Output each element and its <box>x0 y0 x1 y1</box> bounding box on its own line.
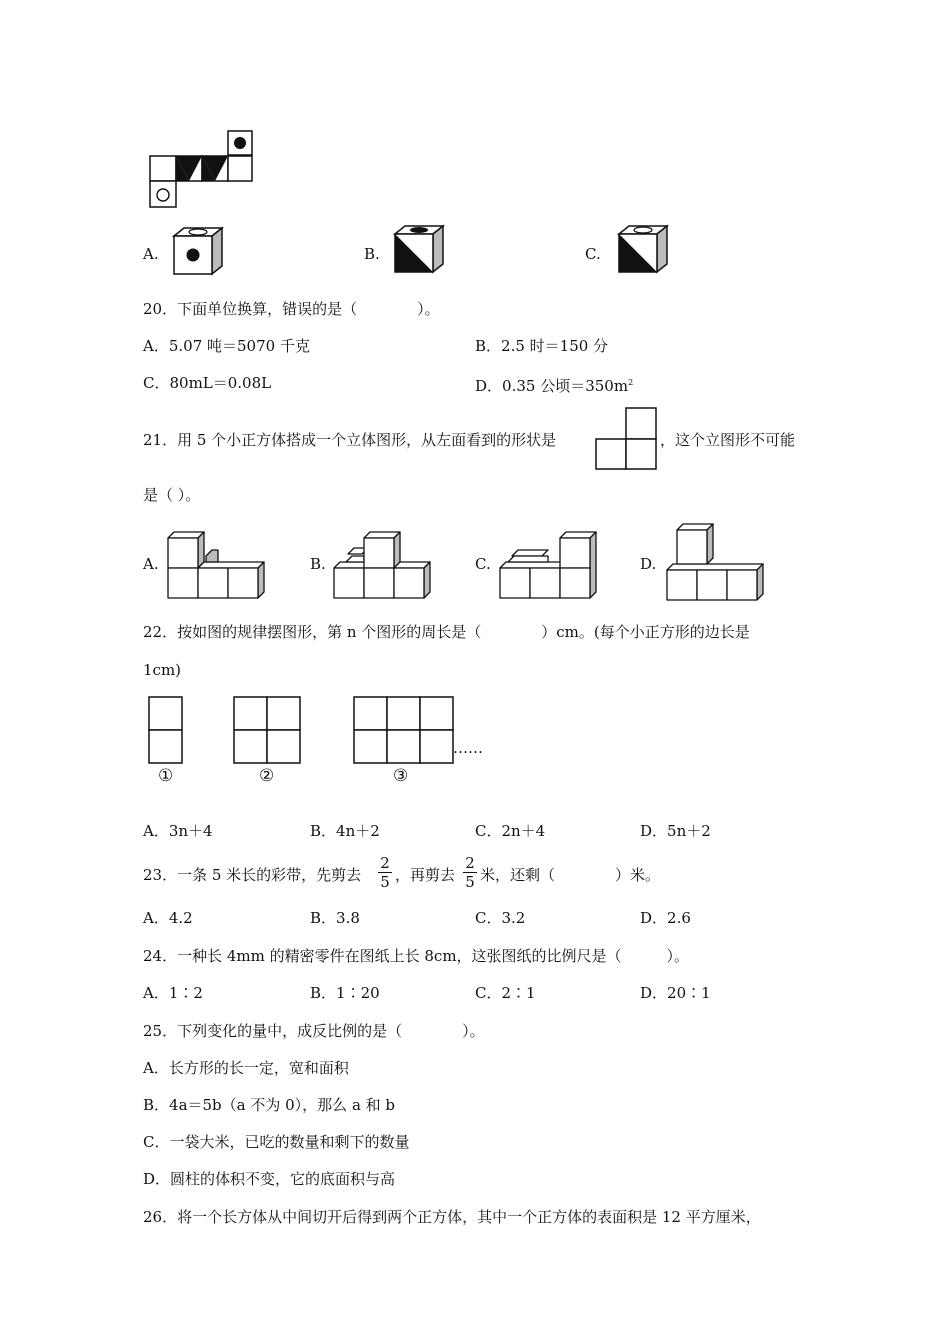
q21-option-d[interactable]: D. <box>640 555 657 573</box>
q24-option-a[interactable]: A．1∶2 <box>143 984 203 1002</box>
q23-option-c[interactable]: C．3.2 <box>475 909 526 927</box>
q23-fraction-2 <box>463 855 477 890</box>
q20-stem: 20．下面单位换算，错误的是（ ）。 <box>143 300 440 318</box>
q25-option-d[interactable]: D．圆柱的体积不变，它的底面积与高 <box>143 1170 396 1188</box>
q21-option-c[interactable]: C. <box>475 555 491 573</box>
q20-option-d-text: D．0.35 公顷＝350m <box>475 377 629 395</box>
solid-option-b[interactable] <box>332 526 436 600</box>
q24-option-d[interactable]: D．20∶1 <box>640 984 711 1002</box>
pattern-figure-3 <box>353 696 457 766</box>
q23-stem-part1: 23．一条 5 米长的彩带，先剪去 <box>143 866 362 884</box>
solid-option-c[interactable] <box>498 526 602 600</box>
q21-option-a[interactable]: A. <box>143 555 159 573</box>
q25-option-a[interactable]: A．长方形的长一定，宽和面积 <box>143 1059 349 1077</box>
q21-stem-continued: ，这个立图形不可能 <box>660 431 796 449</box>
q22-stem: 22．按如图的规律摆图形，第 n 个图形的周长是（ ）cm。(每个小正方形的边长是 <box>143 623 750 641</box>
solid-option-d[interactable] <box>665 522 769 602</box>
pattern-label-3: ③ <box>393 766 409 786</box>
q21-option-b[interactable]: B. <box>310 555 326 573</box>
q22-option-d[interactable]: D．5n＋2 <box>640 822 711 840</box>
pattern-ellipsis: …… <box>453 739 483 757</box>
q20-option-d-exponent: 2 <box>628 378 634 387</box>
q23-stem-part3: 米，还剩（ ）米。 <box>480 866 661 884</box>
q23-fraction-1-denominator: 5 <box>380 873 390 891</box>
q19-option-a[interactable]: A. <box>143 245 159 263</box>
q19-option-c[interactable]: C. <box>585 245 601 263</box>
q22-option-c[interactable]: C．2n＋4 <box>475 822 546 840</box>
q22-option-a[interactable]: A．3n＋4 <box>143 822 213 840</box>
left-view-figure <box>594 406 660 472</box>
q23-fraction-2-numerator: 2 <box>465 854 475 872</box>
cube-option-b[interactable] <box>393 224 448 276</box>
q19-option-b[interactable]: B. <box>364 245 380 263</box>
q20-option-d[interactable] <box>475 373 633 396</box>
q21-stem: 21．用 5 个小正方体搭成一个立体图形，从左面看到的形状是 <box>143 431 557 449</box>
q23-option-b[interactable]: B．3.8 <box>310 909 360 927</box>
q26-stem: 26．将一个长方体从中间切开后得到两个正方体，其中一个正方体的表面积是 12 平方厘米， <box>143 1208 761 1226</box>
q24-option-b[interactable]: B．1∶20 <box>310 984 380 1002</box>
pattern-figure-2 <box>233 696 303 766</box>
q20-option-a[interactable]: A．5.07 吨＝5070 千克 <box>143 337 310 355</box>
cube-net-figure <box>148 130 258 210</box>
q23-fraction-2-denominator: 5 <box>465 873 475 891</box>
q25-option-b[interactable]: B．4a＝5b（a 不为 0），那么 a 和 b <box>143 1096 396 1114</box>
q20-option-b[interactable]: B．2.5 时＝150 分 <box>475 337 609 355</box>
q21-stem-line2: 是（ ）。 <box>143 486 201 504</box>
q23-fraction-1 <box>378 855 392 890</box>
q25-stem: 25．下列变化的量中，成反比例的是（ ）。 <box>143 1022 485 1040</box>
solid-option-a[interactable] <box>166 526 270 600</box>
q22-stem-line2: 1cm) <box>143 661 182 679</box>
q22-option-b[interactable]: B．4n＋2 <box>310 822 380 840</box>
q23-fraction-1-numerator: 2 <box>380 854 390 872</box>
q20-option-c[interactable]: C．80mL＝0.08L <box>143 374 272 392</box>
q23-option-a[interactable]: A．4.2 <box>143 909 193 927</box>
pattern-label-1: ① <box>158 766 174 786</box>
pattern-label-2: ② <box>259 766 275 786</box>
q23-stem-part2: ，再剪去 <box>395 866 456 884</box>
q23-option-d[interactable]: D．2.6 <box>640 909 691 927</box>
q24-stem: 24．一种长 4mm 的精密零件在图纸上长 8cm，这张图纸的比例尺是（ ）。 <box>143 947 690 965</box>
pattern-figure-1 <box>148 696 184 766</box>
cube-option-c[interactable] <box>617 224 672 276</box>
q24-option-c[interactable]: C．2∶1 <box>475 984 536 1002</box>
cube-option-a[interactable] <box>172 226 227 276</box>
q25-option-c[interactable]: C．一袋大米，已吃的数量和剩下的数量 <box>143 1133 410 1151</box>
